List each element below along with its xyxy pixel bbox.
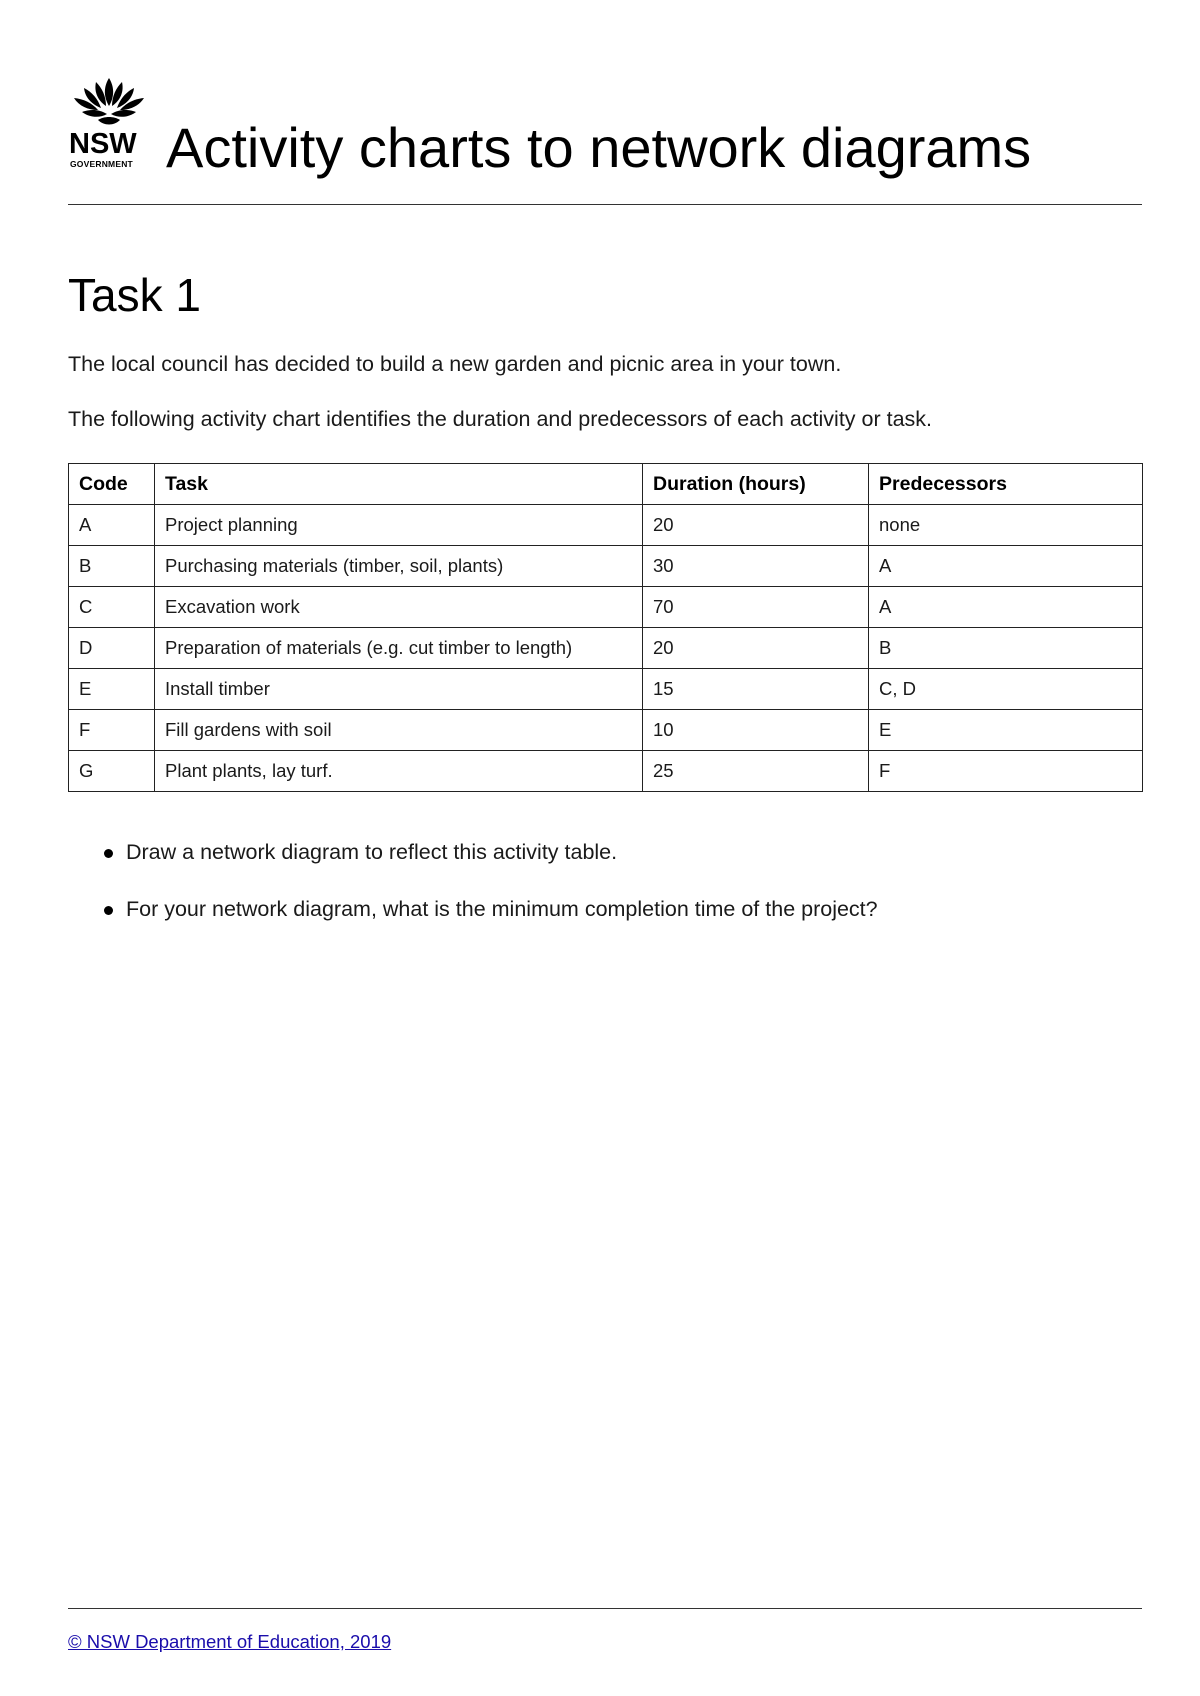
table-header-row: [69, 464, 1143, 505]
list-item: [104, 840, 878, 866]
cell-task: Purchasing materials (timber, soil, plants): [155, 546, 643, 587]
cell-predecessors: B: [869, 628, 1143, 669]
table-row: [69, 751, 1143, 792]
logo-nsw-text: NSW: [69, 128, 137, 160]
table-row: [69, 546, 1143, 587]
activity-table: [68, 463, 1143, 792]
list-item: [104, 897, 878, 923]
logo-government-text: GOVERNMENT: [70, 159, 133, 169]
nsw-government-logo: [68, 76, 150, 172]
cell-code: D: [69, 628, 155, 669]
document-title: Activity charts to network diagrams: [166, 116, 1032, 179]
cell-code: G: [69, 751, 155, 792]
column-header-predecessors: Predecessors: [869, 464, 1143, 505]
table-row: [69, 669, 1143, 710]
question-list: [104, 840, 878, 954]
task-heading: Task 1: [68, 269, 201, 321]
table-row: [69, 505, 1143, 546]
cell-code: B: [69, 546, 155, 587]
cell-task: Preparation of materials (e.g. cut timber to length): [155, 628, 643, 669]
cell-predecessors: none: [869, 505, 1143, 546]
cell-duration: 70: [643, 587, 869, 628]
cell-task: Install timber: [155, 669, 643, 710]
cell-duration: 20: [643, 505, 869, 546]
cell-predecessors: A: [869, 587, 1143, 628]
question-text: For your network diagram, what is the minimum completion time of the project?: [126, 896, 878, 921]
cell-duration: 15: [643, 669, 869, 710]
bullet-icon: [104, 906, 113, 915]
table-row: [69, 710, 1143, 751]
cell-predecessors: A: [869, 546, 1143, 587]
bullet-icon: [104, 849, 113, 858]
column-header-duration: Duration (hours): [643, 464, 869, 505]
cell-duration: 25: [643, 751, 869, 792]
cell-code: E: [69, 669, 155, 710]
cell-code: A: [69, 505, 155, 546]
column-header-code: Code: [69, 464, 155, 505]
table-row: [69, 628, 1143, 669]
footer-divider: [68, 1608, 1142, 1609]
cell-duration: 10: [643, 710, 869, 751]
page-header: [68, 76, 1142, 205]
cell-task: Fill gardens with soil: [155, 710, 643, 751]
cell-task: Excavation work: [155, 587, 643, 628]
column-header-task: Task: [155, 464, 643, 505]
cell-duration: 20: [643, 628, 869, 669]
question-text: Draw a network diagram to reflect this activity table.: [126, 840, 618, 864]
cell-task: Project planning: [155, 505, 643, 546]
cell-duration: 30: [643, 546, 869, 587]
cell-task: Plant plants, lay turf.: [155, 751, 643, 792]
cell-predecessors: C, D: [869, 669, 1143, 710]
waratah-flower-icon: [68, 76, 150, 130]
cell-code: C: [69, 587, 155, 628]
task-intro: The local council has decided to build a new garden and picnic area in your town.: [68, 352, 842, 376]
task-description: The following activity chart identifies the duration and predecessors of each activity or task.: [68, 407, 933, 431]
cell-predecessors: E: [869, 710, 1143, 751]
table-row: [69, 587, 1143, 628]
cell-code: F: [69, 710, 155, 751]
cell-predecessors: F: [869, 751, 1143, 792]
copyright-link[interactable]: © NSW Department of Education, 2019: [68, 1631, 392, 1652]
